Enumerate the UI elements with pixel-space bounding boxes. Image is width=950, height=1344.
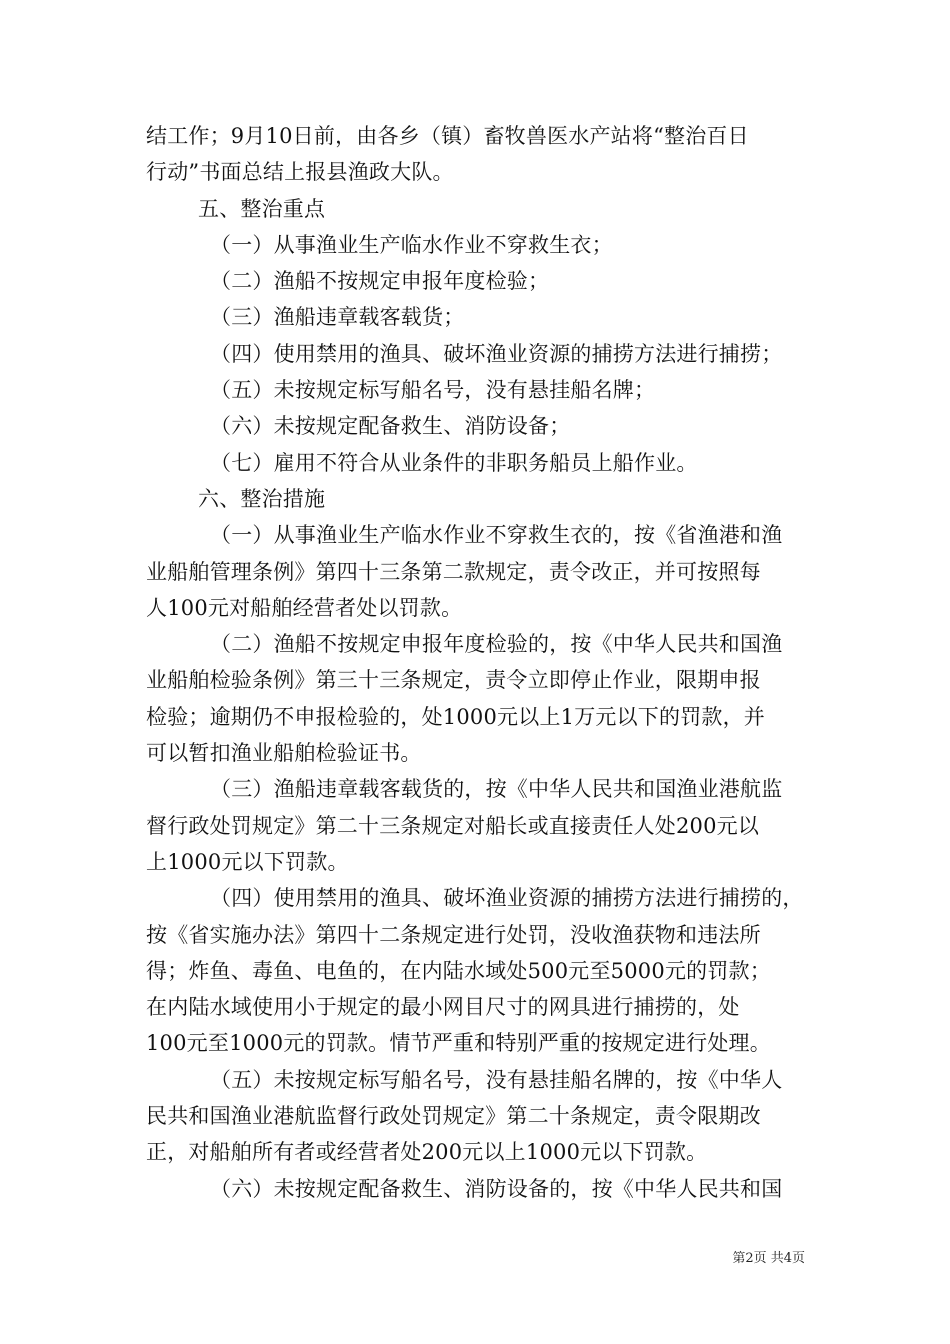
text-line: 得；炸鱼、毒鱼、电鱼的，在内陆水域处500元至5000元的罚款； — [146, 958, 771, 983]
text-line: 可以暂扣渔业船舶检验证书。 — [146, 741, 422, 766]
list-item: （四）使用禁用的渔具、破坏渔业资源的捕捞方法进行捕捞； — [210, 341, 783, 366]
text-line: 人100元对船舶经营者处以罚款。 — [146, 595, 463, 620]
list-item: （五）未按规定标写船名号，没有悬挂船名牌； — [210, 378, 656, 403]
text-line: 民共和国渔业港航监督行政处罚规定》第二十条规定，责令限期改 — [146, 1104, 761, 1129]
text-line: （四）使用禁用的渔具、破坏渔业资源的捕捞方法进行捕捞的， — [210, 886, 804, 911]
text-line: 业船舶管理条例》第四十三条第二款规定，责令改正，并可按照每 — [146, 559, 761, 584]
section-heading: 五、整治重点 — [198, 196, 326, 221]
document-body — [146, 118, 814, 1207]
text-line: 业船舶检验条例》第三十三条规定，责令立即停止作业，限期申报 — [146, 668, 761, 693]
text-line: 正，对船舶所有者或经营者处200元以上1000元以下罚款。 — [146, 1140, 708, 1165]
list-item: （三）渔船违章载客载货； — [210, 305, 465, 330]
text-line: （五）未按规定标写船名号，没有悬挂船名牌的，按《中华人 — [210, 1067, 783, 1092]
text-line: （六）未按规定配备救生、消防设备的，按《中华人民共和国 — [210, 1176, 783, 1201]
section-heading: 六、整治措施 — [198, 486, 326, 511]
list-item: （一）从事渔业生产临水作业不穿救生衣； — [210, 232, 613, 257]
text-line: 督行政处罚规定》第二十三条规定对船长或直接责任人处200元以 — [146, 813, 760, 838]
list-item: （七）雇用不符合从业条件的非职务船员上船作业。 — [210, 450, 698, 475]
text-line: 检验；逾期仍不申报检验的，处1000元以上1万元以下的罚款，并 — [146, 704, 766, 729]
list-item: （二）渔船不按规定申报年度检验； — [210, 269, 550, 294]
text-line: 结工作；9月10日前，由各乡（镇）畜牧兽医水产站将“整治百日 — [146, 124, 749, 148]
list-item: （六）未按规定配备救生、消防设备； — [210, 414, 571, 439]
text-line: 上1000元以下罚款。 — [146, 849, 349, 874]
text-line: （三）渔船违章载客载货的，按《中华人民共和国渔业港航监 — [210, 777, 783, 802]
text-line: （二）渔船不按规定申报年度检验的，按《中华人民共和国渔 — [210, 632, 783, 657]
text-line: 在内陆水域使用小于规定的最小网目尺寸的网具进行捕捞的，处 — [146, 995, 740, 1020]
text-line: 100元至1000元的罚款。情节严重和特别严重的按规定进行处理。 — [146, 1031, 771, 1056]
text-line: （一）从事渔业生产临水作业不穿救生衣的，按《省渔港和渔 — [210, 523, 783, 548]
page-number: 第2页 共4页 — [732, 1251, 805, 1266]
text-line: 行动”书面总结上报县渔政大队。 — [146, 160, 454, 185]
text-line: 按《省实施办法》第四十二条规定进行处罚，没收渔获物和违法所 — [146, 922, 761, 947]
